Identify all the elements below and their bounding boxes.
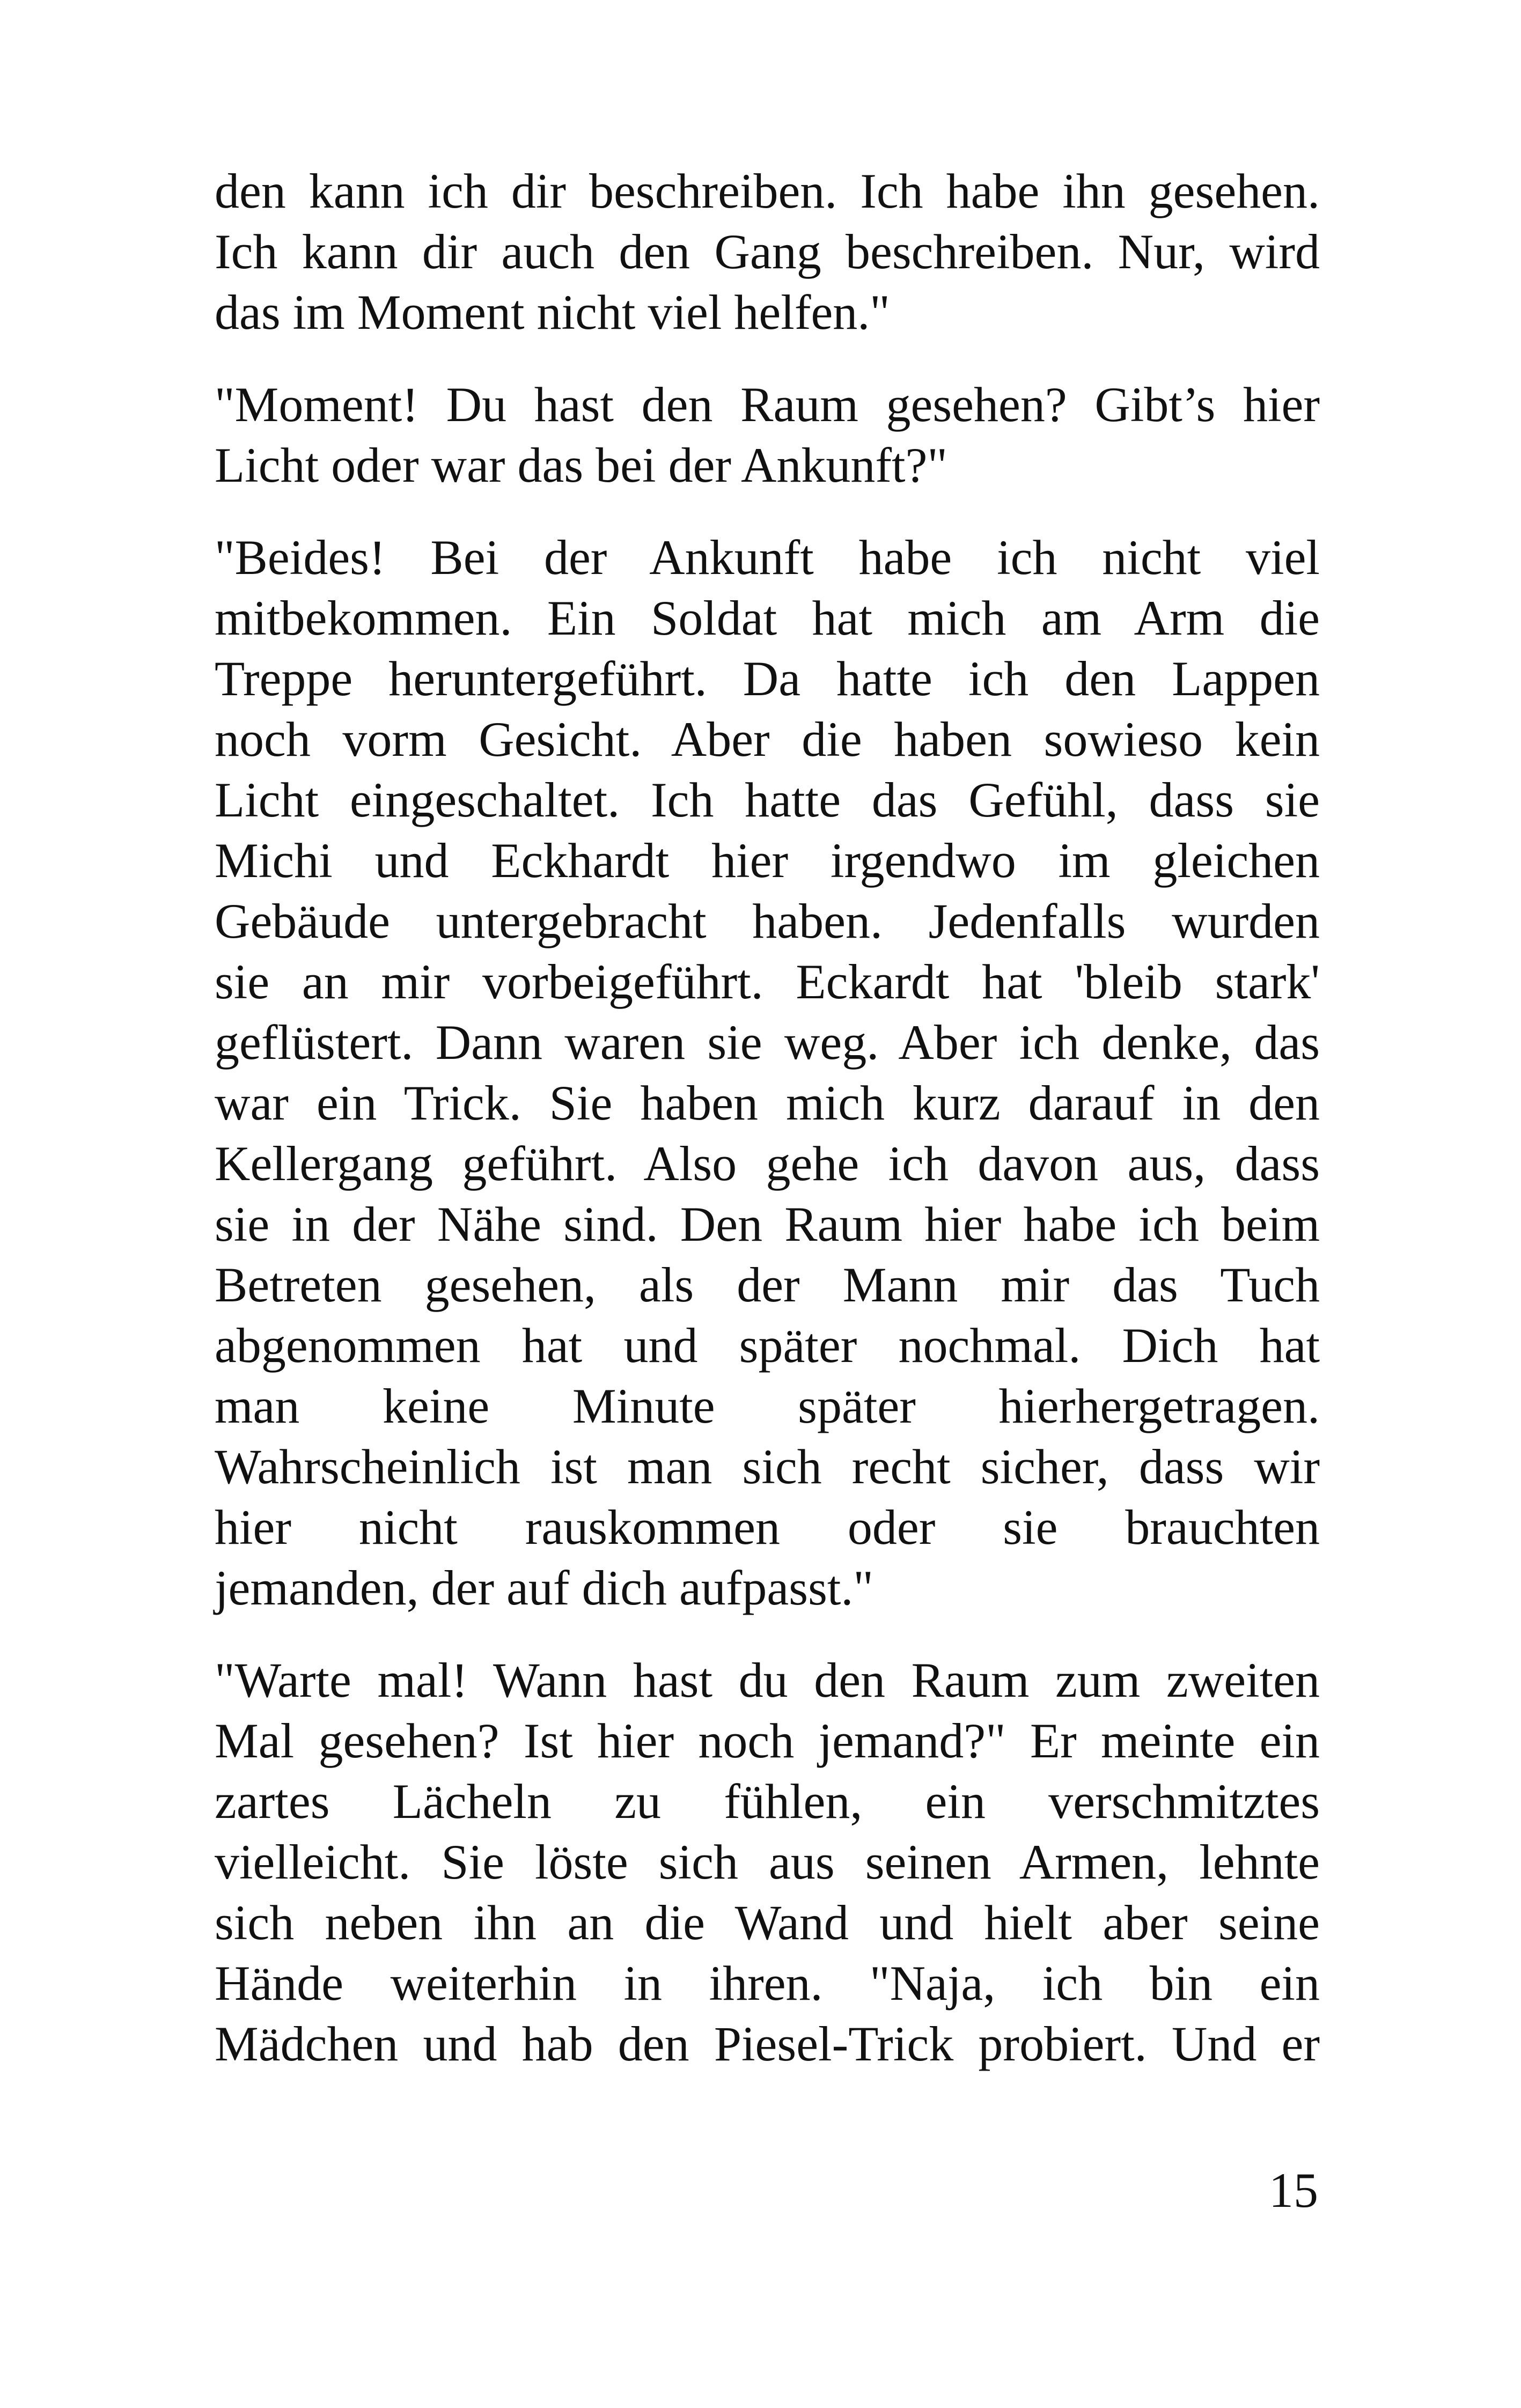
text-line: vielleicht. Sie löste sich aus seinen Armen, lehnte bbox=[215, 1835, 1320, 1889]
text-line: das im Moment nicht viel helfen." bbox=[215, 285, 890, 340]
text-line: abgenommen hat und später nochmal. Dich hat bbox=[215, 1318, 1320, 1373]
text-line: "Beides! Bei der Ankunft habe ich nicht viel bbox=[215, 530, 1320, 585]
text-line: mitbekommen. Ein Soldat hat mich am Arm die bbox=[215, 591, 1320, 645]
text-line: man keine Minute später hierhergetragen. bbox=[215, 1379, 1320, 1433]
text-line: sich neben ihn an die Wand und hielt aber seine bbox=[215, 1895, 1320, 1950]
page-number: 15 bbox=[1269, 2163, 1318, 2218]
text-line: Treppe heruntergeführt. Da hatte ich den Lappen bbox=[215, 651, 1320, 706]
text-line: Licht eingeschaltet. Ich hatte das Gefühl, dass sie bbox=[215, 772, 1320, 827]
text-line: Mal gesehen? Ist hier noch jemand?" Er meinte ein bbox=[215, 1713, 1320, 1768]
text-line: Gebäude untergebracht haben. Jedenfalls wurden bbox=[215, 894, 1320, 948]
text-line: Hände weiterhin in ihren. "Naja, ich bin ein bbox=[215, 1956, 1320, 2011]
text-line: jemanden, der auf dich aufpasst." bbox=[215, 1560, 873, 1615]
text-line: Wahrscheinlich ist man sich recht sicher, dass wir bbox=[215, 1439, 1320, 1494]
book-page-text bbox=[215, 161, 1320, 2106]
text-line: zartes Lächeln zu fühlen, ein verschmitztes bbox=[215, 1774, 1320, 1829]
text-line: war ein Trick. Sie haben mich kurz darauf in den bbox=[215, 1076, 1320, 1130]
text-line: den kann ich dir beschreiben. Ich habe ihn gesehen. bbox=[215, 164, 1320, 218]
paragraph-1 bbox=[215, 161, 1320, 343]
text-line: Betreten gesehen, als der Mann mir das Tuch bbox=[215, 1257, 1320, 1312]
text-line: Michi und Eckhardt hier irgendwo im gleichen bbox=[215, 833, 1320, 888]
paragraph-3 bbox=[215, 527, 1320, 1618]
text-line: hier nicht rauskommen oder sie brauchten bbox=[215, 1500, 1320, 1555]
text-line: geflüstert. Dann waren sie weg. Aber ich denke, das bbox=[215, 1015, 1320, 1070]
text-line: "Warte mal! Wann hast du den Raum zum zweiten bbox=[215, 1653, 1320, 1707]
text-line: Kellergang geführt. Also gehe ich davon aus, dass bbox=[215, 1136, 1320, 1191]
text-line: Licht oder war das bei der Ankunft?" bbox=[215, 438, 947, 492]
paragraph-2 bbox=[215, 374, 1320, 496]
text-line: Mädchen und hab den Piesel-Trick probiert. Und er bbox=[215, 2016, 1320, 2071]
text-line: noch vorm Gesicht. Aber die haben sowieso kein bbox=[215, 712, 1320, 767]
text-line: "Moment! Du hast den Raum gesehen? Gibt’s hier bbox=[215, 377, 1320, 432]
paragraph-4 bbox=[215, 1650, 1320, 2074]
text-line: Ich kann dir auch den Gang beschreiben. Nur, wird bbox=[215, 224, 1320, 279]
text-line: sie in der Nähe sind. Den Raum hier habe ich beim bbox=[215, 1197, 1320, 1251]
text-line: sie an mir vorbeigeführt. Eckardt hat 'bleib stark' bbox=[215, 954, 1320, 1009]
